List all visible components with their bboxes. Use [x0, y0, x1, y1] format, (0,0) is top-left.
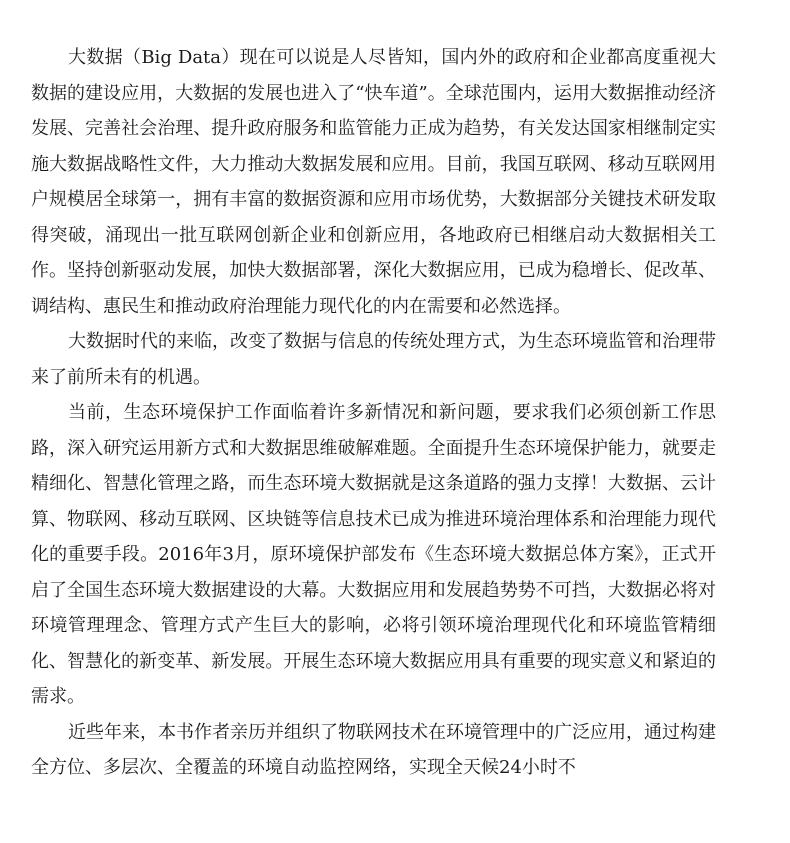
paragraph-ecological-protection: 当前，生态环境保护工作面临着许多新情况和新问题，要求我们必须创新工作思路，深入研究运用新方式和大数据思维破解难题。全面提升生态环境保护能力，就要走精细化、智慧化管理之路，而生态环境大数据就是这条道路的强力支撑！大数据、云计算、物联网、移动互联网、区块链等信息技术已成为推进环境治理体系和治理能力现代化的重要手段。2016年3月，原环境保护部发布《生态环境大数据总体方案》，正式开启了全国生态环境大数据建设的大幕。大数据应用和发展趋势势不可挡，大数据必将对环境管理理念、管理方式产生巨大的影响，必将引领环境治理现代化和环境监管精细化、智慧化的新变革、新发展。开展生态环境大数据应用具有重要的现实意义和紧迫的需求。 [31, 402, 716, 707]
paragraph-big-data-era: 大数据时代的来临，改变了数据与信息的传统处理方式，为生态环境监管和治理带来了前所未有的机遇。 [31, 331, 716, 388]
paragraph-big-data-intro: 大数据（Big Data）现在可以说是人尽皆知，国内外的政府和企业都高度重视大数据的建设应用，大数据的发展也进入了“快车道”。全球范围内，运用大数据推动经济发展、完善社会治理、提升政府服务和监管能力正成为趋势，有关发达国家相继制定实施大数据战略性文件，大力推动大数据发展和应用。目前，我国互联网、移动互联网用户规模居全球第一，拥有丰富的数据资源和应用市场优势，大数据部分关键技术研发取得突破，涌现出一批互联网创新企业和创新应用，各地政府已相继启动大数据相关工作。坚持创新驱动发展，加快大数据部署，深化大数据应用，已成为稳增长、促改革、调结构、惠民生和推动政府治理能力现代化的内在需要和必然选择。 [31, 47, 716, 317]
document-body [31, 40, 716, 786]
paragraph-author-experience: 近些年来，本书作者亲历并组织了物联网技术在环境管理中的广泛应用，通过构建全方位、多层次、全覆盖的环境自动监控网络，实现全天候24小时不 [31, 721, 716, 778]
